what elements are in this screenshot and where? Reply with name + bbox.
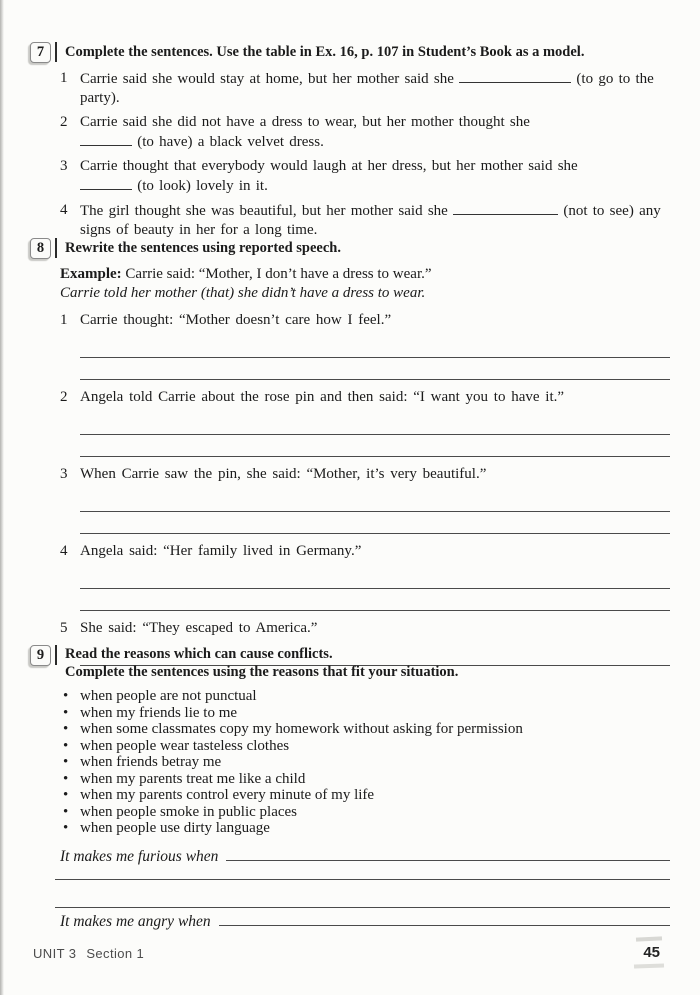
bullet-item: • when friends betray me bbox=[30, 754, 670, 771]
exercise-8-item-1 bbox=[30, 311, 670, 380]
answer-write-line bbox=[219, 913, 670, 926]
item-number: 3 bbox=[60, 466, 68, 482]
item-text-segment: Carrie said she did not have a dress to wear, but her mother thought she bbox=[80, 114, 530, 130]
header-divider bbox=[55, 42, 57, 62]
answer-write-line bbox=[80, 487, 670, 512]
item-text-segment: (to go to the bbox=[576, 71, 654, 87]
exercise-7 bbox=[30, 42, 670, 245]
exercise-number-badge: 7 bbox=[30, 42, 51, 63]
exercise-8-item-2 bbox=[30, 388, 670, 457]
answer-blank bbox=[453, 201, 558, 215]
bullet-item: • when my friends lie to me bbox=[30, 705, 670, 722]
bullet-item: • when people use dirty language bbox=[30, 820, 670, 837]
scan-edge-shadow bbox=[0, 0, 4, 995]
exercise-7-item-4 bbox=[60, 201, 670, 240]
footer-breadcrumb bbox=[33, 946, 144, 961]
item-number: 1 bbox=[60, 70, 68, 86]
item-text-segment: (to have) a black velvet dress. bbox=[137, 134, 324, 150]
exercise-7-item-1 bbox=[60, 69, 670, 108]
answer-write-line bbox=[55, 880, 670, 908]
example-line bbox=[60, 265, 670, 284]
bullet-item: • when people smoke in public places bbox=[30, 804, 670, 821]
angry-prompt-label: It makes me angry when bbox=[60, 912, 211, 930]
exercise-8 bbox=[30, 238, 670, 666]
item-text: When Carrie saw the pin, she said: “Mother, it’s very beautiful.” bbox=[80, 466, 487, 482]
exercise-9-header bbox=[30, 645, 670, 681]
exercise-number-badge: 9 bbox=[30, 645, 51, 666]
answer-write-line bbox=[226, 848, 670, 861]
exercise-7-header bbox=[30, 42, 670, 63]
bullet-item: • when people are not punctual bbox=[30, 688, 670, 705]
item-number: 4 bbox=[60, 543, 68, 559]
item-number: 4 bbox=[60, 202, 68, 218]
exercise-number-badge: 8 bbox=[30, 238, 51, 259]
item-text-segment: Carrie thought that everybody would laugh at her dress, but her mother said she bbox=[80, 158, 578, 174]
item-text-segment: The girl thought she was beautiful, but her mother said she bbox=[80, 203, 448, 219]
item-number: 2 bbox=[60, 114, 68, 130]
exercise-9-title bbox=[65, 645, 458, 681]
bullet-item: • when my parents control every minute of my life bbox=[30, 787, 670, 804]
item-text bbox=[80, 113, 530, 152]
bullet-item: • when my parents treat me like a child bbox=[30, 771, 670, 788]
furious-prompt-label: It makes me furious when bbox=[60, 847, 219, 865]
exercise-8-item-3 bbox=[30, 465, 670, 534]
header-divider bbox=[55, 238, 57, 258]
answer-write-line bbox=[80, 589, 670, 611]
angry-prompt-row bbox=[60, 912, 670, 931]
item-number: 2 bbox=[60, 389, 68, 405]
item-text: Angela said: “Her family lived in Germany.” bbox=[80, 543, 362, 559]
footer-section-label: Section 1 bbox=[86, 946, 145, 961]
item-text: Angela told Carrie about the rose pin and then said: “I want you to have it.” bbox=[80, 389, 565, 405]
exercise-8-header bbox=[30, 238, 670, 259]
answer-blank bbox=[459, 69, 571, 83]
bullet-item: • when people wear tasteless clothes bbox=[30, 738, 670, 755]
item-text-segment: (to look) lovely in it. bbox=[137, 178, 268, 194]
item-text bbox=[80, 157, 578, 196]
item-text-segment: signs of beauty in her for a long time. bbox=[80, 222, 318, 238]
answer-write-line bbox=[55, 866, 670, 880]
exercise-9-title-line1: Read the reasons which can cause conflicts. bbox=[65, 646, 333, 662]
exercise-9-title-line2: Complete the sentences using the reasons that fit your situation. bbox=[65, 664, 459, 680]
answer-blank bbox=[80, 176, 132, 190]
item-text-segment: party). bbox=[80, 90, 120, 106]
exercise-7-item-3 bbox=[60, 157, 670, 196]
answer-blank bbox=[80, 132, 132, 146]
exercise-7-items bbox=[30, 69, 670, 240]
item-text-segment: Carrie said she would stay at home, but her mother said she bbox=[80, 71, 454, 87]
exercise-9 bbox=[30, 645, 670, 931]
item-text-segment: (not to see) any bbox=[563, 203, 661, 219]
item-number: 3 bbox=[60, 158, 68, 174]
exercise-8-item-4 bbox=[30, 542, 670, 611]
example-label: Example: bbox=[60, 266, 122, 282]
bullet-item: • when some classmates copy my homework without asking for permission bbox=[30, 721, 670, 738]
exercise-8-title: Rewrite the sentences using reported speech. bbox=[65, 240, 341, 256]
answer-write-line bbox=[80, 435, 670, 457]
item-text: She said: “They escaped to America.” bbox=[80, 620, 318, 636]
item-number: 1 bbox=[60, 312, 68, 328]
example-answer: Carrie told her mother (that) she didn’t have a dress to wear. bbox=[60, 285, 426, 301]
exercise-7-item-2 bbox=[60, 113, 670, 152]
reasons-bullet-list bbox=[30, 688, 670, 837]
page-number: 45 bbox=[643, 944, 660, 961]
item-number: 5 bbox=[60, 620, 68, 636]
footer-unit-label: UNIT 3 bbox=[33, 946, 77, 961]
item-text: Carrie thought: “Mother doesn’t care how I feel.” bbox=[80, 312, 392, 328]
header-divider bbox=[55, 645, 57, 665]
item-text bbox=[80, 201, 661, 240]
example-text: Carrie said: “Mother, I don’t have a dress to wear.” bbox=[125, 266, 432, 282]
answer-write-line bbox=[80, 358, 670, 380]
furious-prompt-row bbox=[60, 847, 670, 866]
answer-write-line bbox=[80, 333, 670, 358]
answer-write-line bbox=[80, 512, 670, 534]
exercise-7-title: Complete the sentences. Use the table in Ex. 16, p. 107 in Student’s Book as a model. bbox=[65, 44, 585, 60]
answer-write-line bbox=[80, 564, 670, 589]
item-text bbox=[80, 69, 654, 108]
answer-write-line bbox=[80, 410, 670, 435]
